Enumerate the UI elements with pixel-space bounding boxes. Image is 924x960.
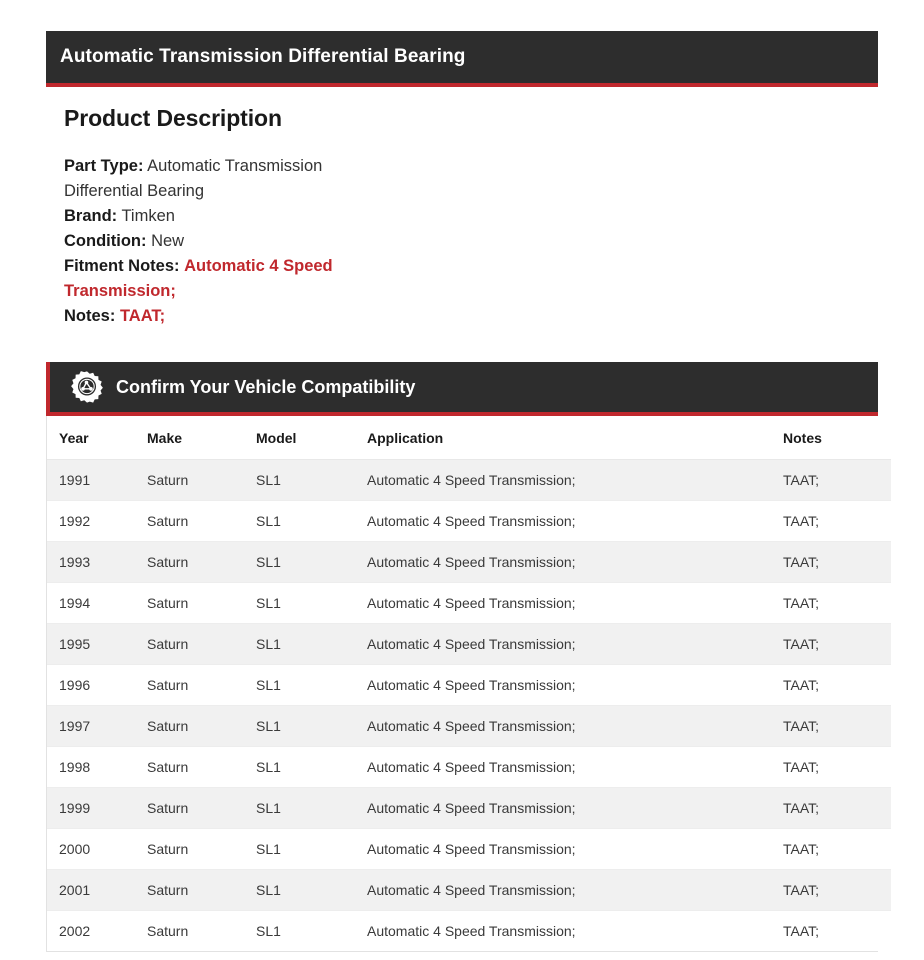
column-header-application: Application [367, 416, 783, 460]
spec-value: Automatic Transmission Differential Bearing [64, 157, 323, 200]
cell-application: Automatic 4 Speed Transmission; [367, 911, 783, 952]
cell-application: Automatic 4 Speed Transmission; [367, 583, 783, 624]
spec-label: Condition: [64, 232, 147, 250]
table-header-row [47, 416, 891, 460]
table-header-row-group [47, 416, 891, 460]
column-header-notes: Notes [783, 416, 891, 460]
spec-value-highlighted: TAAT; [119, 307, 166, 325]
cell-application: Automatic 4 Speed Transmission; [367, 706, 783, 747]
cell-notes: TAAT; [783, 542, 891, 583]
cell-model: SL1 [256, 583, 367, 624]
cell-model: SL1 [256, 501, 367, 542]
cell-year: 1998 [47, 747, 147, 788]
product-description-heading: Product Description [64, 105, 282, 131]
table-row [47, 788, 891, 829]
cell-model: SL1 [256, 788, 367, 829]
table-row [47, 665, 891, 706]
cell-make: Saturn [147, 460, 256, 501]
table-row [47, 542, 891, 583]
column-header-year: Year [47, 416, 147, 460]
table-row [47, 583, 891, 624]
cell-application: Automatic 4 Speed Transmission; [367, 747, 783, 788]
cell-make: Saturn [147, 829, 256, 870]
cell-application: Automatic 4 Speed Transmission; [367, 460, 783, 501]
table-body [47, 460, 891, 952]
cell-notes: TAAT; [783, 624, 891, 665]
cell-model: SL1 [256, 665, 367, 706]
vehicle-compatibility-table [47, 416, 891, 951]
table-row [47, 911, 891, 952]
cell-model: SL1 [256, 624, 367, 665]
spec-row-part-type [64, 154, 404, 204]
spec-row-brand [64, 204, 404, 229]
table-row [47, 460, 891, 501]
cell-make: Saturn [147, 665, 256, 706]
table-row [47, 747, 891, 788]
cell-year: 1992 [47, 501, 147, 542]
spec-row-condition [64, 229, 404, 254]
spec-value: Timken [121, 207, 175, 225]
compatibility-title: Confirm Your Vehicle Compatibility [116, 376, 416, 397]
compatibility-table-container [46, 416, 878, 952]
cell-make: Saturn [147, 583, 256, 624]
cell-application: Automatic 4 Speed Transmission; [367, 501, 783, 542]
cell-notes: TAAT; [783, 747, 891, 788]
cell-year: 1999 [47, 788, 147, 829]
cell-notes: TAAT; [783, 788, 891, 829]
cell-notes: TAAT; [783, 870, 891, 911]
column-header-make: Make [147, 416, 256, 460]
product-spec-list [64, 154, 404, 329]
cell-application: Automatic 4 Speed Transmission; [367, 829, 783, 870]
cell-notes: TAAT; [783, 665, 891, 706]
vehicle-compatibility-panel [46, 362, 878, 952]
compatibility-header [46, 362, 878, 416]
cell-notes: TAAT; [783, 460, 891, 501]
cell-make: Saturn [147, 788, 256, 829]
table-row [47, 501, 891, 542]
cell-make: Saturn [147, 870, 256, 911]
cell-model: SL1 [256, 460, 367, 501]
cell-model: SL1 [256, 747, 367, 788]
cell-notes: TAAT; [783, 911, 891, 952]
cell-model: SL1 [256, 870, 367, 911]
cell-notes: TAAT; [783, 583, 891, 624]
cell-year: 2000 [47, 829, 147, 870]
table-row [47, 870, 891, 911]
cell-make: Saturn [147, 706, 256, 747]
cell-model: SL1 [256, 542, 367, 583]
cell-make: Saturn [147, 624, 256, 665]
spec-label: Notes: [64, 307, 116, 325]
table-row [47, 706, 891, 747]
cell-year: 2002 [47, 911, 147, 952]
page-title: Automatic Transmission Differential Bearing [60, 46, 466, 67]
cell-model: SL1 [256, 829, 367, 870]
column-header-model: Model [256, 416, 367, 460]
spec-label: Fitment Notes: [64, 257, 180, 275]
spec-label: Brand: [64, 207, 118, 225]
cell-make: Saturn [147, 911, 256, 952]
cell-notes: TAAT; [783, 706, 891, 747]
product-description-body [46, 87, 878, 329]
product-title-header [46, 31, 878, 87]
cell-year: 1991 [47, 460, 147, 501]
cell-year: 1994 [47, 583, 147, 624]
cell-model: SL1 [256, 706, 367, 747]
cell-model: SL1 [256, 911, 367, 952]
cell-application: Automatic 4 Speed Transmission; [367, 788, 783, 829]
table-row [47, 624, 891, 665]
spec-label: Part Type: [64, 157, 144, 175]
table-row [47, 829, 891, 870]
spec-row-fitment-notes [64, 254, 404, 304]
spec-row-notes [64, 304, 404, 329]
cell-application: Automatic 4 Speed Transmission; [367, 542, 783, 583]
cell-year: 1997 [47, 706, 147, 747]
cell-year: 2001 [47, 870, 147, 911]
cell-application: Automatic 4 Speed Transmission; [367, 870, 783, 911]
cell-make: Saturn [147, 747, 256, 788]
cell-year: 1995 [47, 624, 147, 665]
gear-icon [70, 370, 104, 404]
cell-notes: TAAT; [783, 829, 891, 870]
spec-value: New [151, 232, 185, 250]
spec-value-highlighted: Automatic 4 Speed Transmission; [64, 257, 333, 300]
product-description-panel [46, 31, 878, 329]
cell-make: Saturn [147, 501, 256, 542]
cell-application: Automatic 4 Speed Transmission; [367, 624, 783, 665]
cell-year: 1993 [47, 542, 147, 583]
cell-year: 1996 [47, 665, 147, 706]
cell-make: Saturn [147, 542, 256, 583]
cell-notes: TAAT; [783, 501, 891, 542]
cell-application: Automatic 4 Speed Transmission; [367, 665, 783, 706]
